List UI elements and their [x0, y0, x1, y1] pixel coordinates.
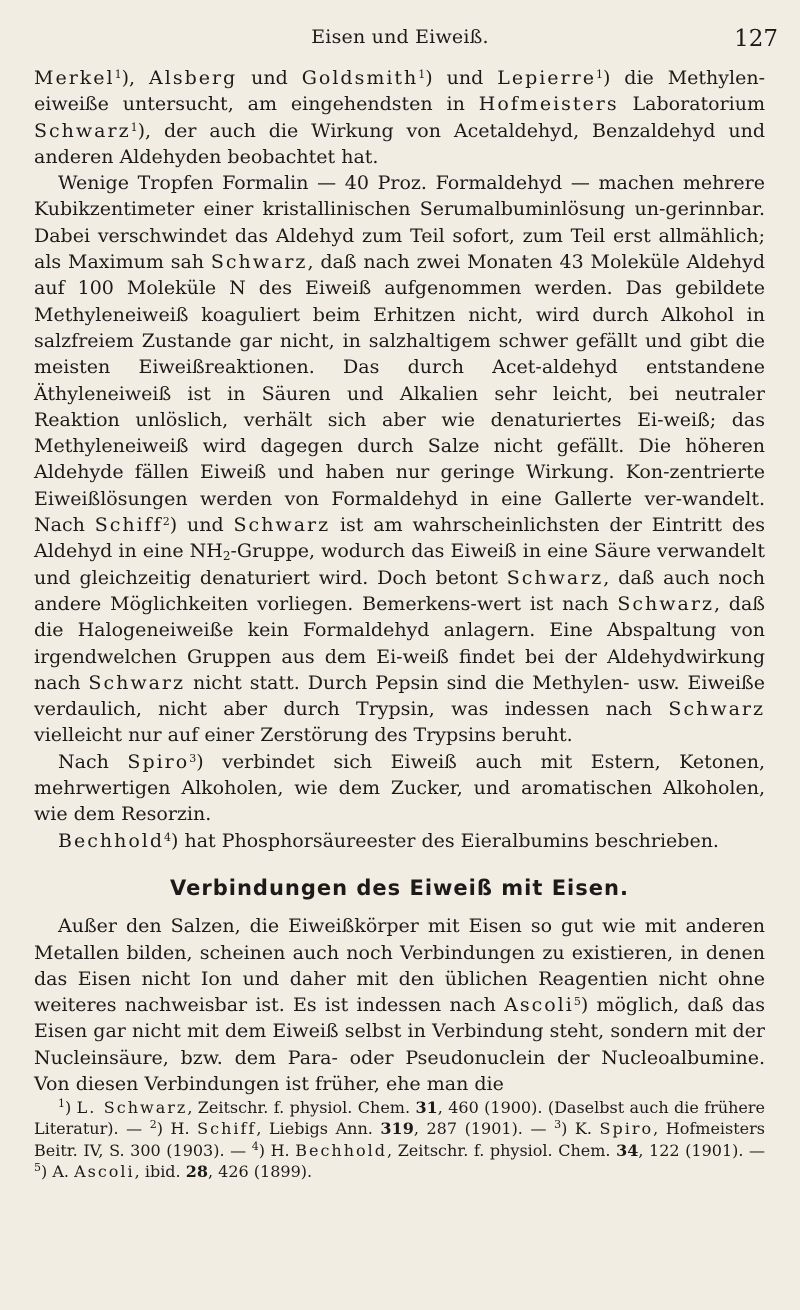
paragraph-spiro	[34, 749, 765, 828]
footnote-ref: 1	[595, 68, 603, 81]
footnote-marker: 3	[554, 1118, 562, 1132]
footnote-marker: 1	[58, 1097, 65, 1110]
author-name: Lepierre	[497, 67, 596, 89]
author-name: Schiff	[197, 1119, 257, 1139]
volume-number: 319	[380, 1119, 414, 1139]
author-name: Merkel	[34, 67, 115, 89]
text-run: , daß auch noch andere Möglichkeiten vorliegen. Bemerkens-wert ist nach	[34, 566, 765, 615]
author-name: Ascoli	[74, 1161, 135, 1181]
author-name: Bechhold	[58, 829, 164, 852]
footnote-ref: 2	[162, 515, 170, 529]
section-heading: Verbindungen des Eiweiß mit Eisen.	[170, 875, 629, 900]
author-name: Schwarz	[617, 592, 714, 615]
footnote-block	[34, 1097, 765, 1182]
author-name: Goldsmith	[301, 67, 419, 89]
text-run: Wenige Tropfen Formalin — 40 Proz. Formaldehyd — machen mehrere Kubikzentimeter einer kristallinischen Serumalbuminlösung un-gerinnbar. Dabei verschwindet das Aldehyd zum Teil sofort, zum Teil erst allmählich; als Maximum sah	[34, 172, 765, 274]
text-run: , Liebigs Ann.	[256, 1119, 381, 1139]
text-run: , daß nach zwei Monaten 43 Moleküle Aldehyd auf 100 Moleküle N des Eiweiß aufgenommen werden. Das gebildete Methyleneiweiß koaguliert beim Erhitzen nicht, wird durch Alkohol in salzfreiem Zustande gar nicht, in salzhaltigem schwer gefällt und gibt die meisten Eiweißreaktionen. Das durch Acet-aldehyd entstandene Äthyleneiweiß ist in Säuren und Alkalien sehr leicht, bei neutraler Reaktion unlöslich, verhält sich aber wie denaturiertes Ei-weiß; das Methyleneiweiß wird dagegen durch Salze nicht gefällt. Die höheren Aldehyde fällen Eiweiß und haben nur geringe Wirkung. Kon-zentrierte Eiweißlösungen werden von Formaldehyd in eine Gallerte ver-wandelt. Nach	[34, 251, 765, 537]
text-run: , daß die Halogeneiweiße kein Formaldehyd anlagern. Eine Abspaltung von irgendwelchen Gruppen aus dem Ei-weiß findet bei der Aldehydwirkung nach	[34, 592, 765, 694]
text-run: , 287 (1901). —	[413, 1119, 555, 1139]
text-run: , 426 (1899).	[207, 1161, 313, 1181]
author-name: Schiff	[94, 514, 163, 537]
text-run: vielleicht nur auf einer Zerstörung des Trypsins beruht.	[34, 724, 573, 747]
body-text	[34, 65, 765, 1097]
author-name: Schwarz	[506, 566, 604, 589]
text-run: ) und	[425, 67, 498, 89]
author-name: Schwarz	[233, 514, 331, 537]
paragraph-methylene-proteins	[34, 65, 765, 170]
text-run: , 460 (1900). (Daselbst auch die frühere Literatur). —	[34, 1098, 766, 1139]
author-name: Alsberg	[149, 67, 238, 89]
text-run: und	[237, 67, 302, 89]
author-name: Bechhold	[295, 1140, 388, 1160]
text-run: ) verbindet sich Eiweiß auch mit Estern, Ketonen, mehrwertigen Alkoholen, wie dem Zucker, und aromatischen Alkoholen, wie dem Resorzin.	[34, 750, 766, 826]
footnote-ref: 1	[114, 68, 122, 81]
paragraph-iron-compounds	[34, 913, 765, 1097]
text-run: , 122 (1901). —	[638, 1140, 766, 1160]
text-run: Außer den Salzen, die Eiweißkörper mit Eisen so gut wie mit anderen Metallen bilden, scheinen auch noch Verbindungen zu existieren, in denen das Eisen nicht Ion und daher mit den üblichen Reagentien nicht ohne weiteres nachweisbar ist. Es ist indessen nach	[34, 915, 765, 1017]
paragraph-formalin	[34, 170, 765, 749]
volume-number: 28	[185, 1161, 208, 1181]
footnote-ref: 4	[164, 830, 171, 844]
footnote-ref: 3	[189, 751, 197, 765]
author-name: Schwarz	[210, 251, 308, 274]
running-title: Eisen und Eiweiß.	[311, 26, 489, 48]
author-name: Schwarz	[34, 119, 131, 142]
page-number: 127	[734, 26, 778, 52]
text-run: Laboratorium	[618, 93, 766, 116]
volume-number: 34	[616, 1140, 639, 1160]
text-run: -Gruppe, wodurch das Eiweiß in eine Säure verwandelt und gleichzeitig denaturiert wird. Doch betont	[34, 540, 765, 589]
author-name: Ascoli	[504, 994, 574, 1017]
author-name: Spiro	[127, 750, 190, 773]
text-run: , Zeitschr. f. physiol. Chem.	[187, 1098, 416, 1117]
text-run: ),	[121, 67, 150, 89]
author-name: Schwarz	[88, 671, 185, 694]
author-name: L. Schwarz	[76, 1098, 188, 1117]
text-run: Nach	[58, 750, 128, 773]
text-run: ) hat Phosphorsäureester des Eieralbumins beschrieben.	[171, 829, 719, 852]
text-run: ) H.	[156, 1119, 198, 1139]
text-run: , Hofmeisters Beitr. IV, S. 300 (1903). —	[34, 1119, 766, 1160]
footnote-marker: 2	[149, 1118, 157, 1132]
footnote-marker: 5	[34, 1160, 41, 1174]
author-name: Schwarz	[668, 698, 765, 721]
text-run: ) A.	[41, 1161, 75, 1181]
text-run: ) die Methylen-eiweiße untersucht, am eingehendsten in	[34, 67, 765, 116]
paragraph-bechhold	[34, 828, 765, 854]
footnote-ref: 1	[130, 120, 138, 134]
text-run: nicht statt. Durch Pepsin sind die Methylen- usw. Eiweiße verdaulich, nicht aber durch Trypsin, was indessen nach	[34, 671, 765, 721]
running-head	[0, 26, 800, 56]
text-run: ) K.	[561, 1119, 600, 1139]
text-run: , ibid.	[134, 1161, 186, 1181]
text-run: , Zeitschr. f. physiol. Chem.	[387, 1140, 617, 1160]
text-run: )	[65, 1098, 77, 1117]
subscript: 2	[222, 549, 231, 564]
text-run: ist am wahrscheinlichsten der Eintritt des Aldehyd in eine NH	[34, 514, 765, 563]
footnote-ref: 1	[418, 68, 426, 81]
footnotes	[34, 1097, 765, 1182]
text-run: ) H.	[258, 1140, 296, 1160]
author-name: Spiro	[599, 1119, 654, 1139]
footnote-ref: 5	[573, 995, 581, 1009]
footnote-marker: 4	[251, 1139, 259, 1153]
volume-number: 31	[415, 1098, 438, 1117]
text-run: ) und	[169, 514, 234, 537]
text-run: ), der auch die Wirkung von Acetaldehyd, Benzaldehyd und anderen Aldehyden beobachtet hat.	[34, 119, 765, 168]
text-run: ) möglich, daß das Eisen gar nicht mit dem Eiweiß selbst in Verbindung steht, sondern mit der Nucleinsäure, bzw. dem Para- oder Pseudonuclein der Nucleoalbumine. Von diesen Verbindungen ist früher, ehe man die	[34, 994, 765, 1095]
author-name: Hofmeisters	[478, 93, 619, 116]
